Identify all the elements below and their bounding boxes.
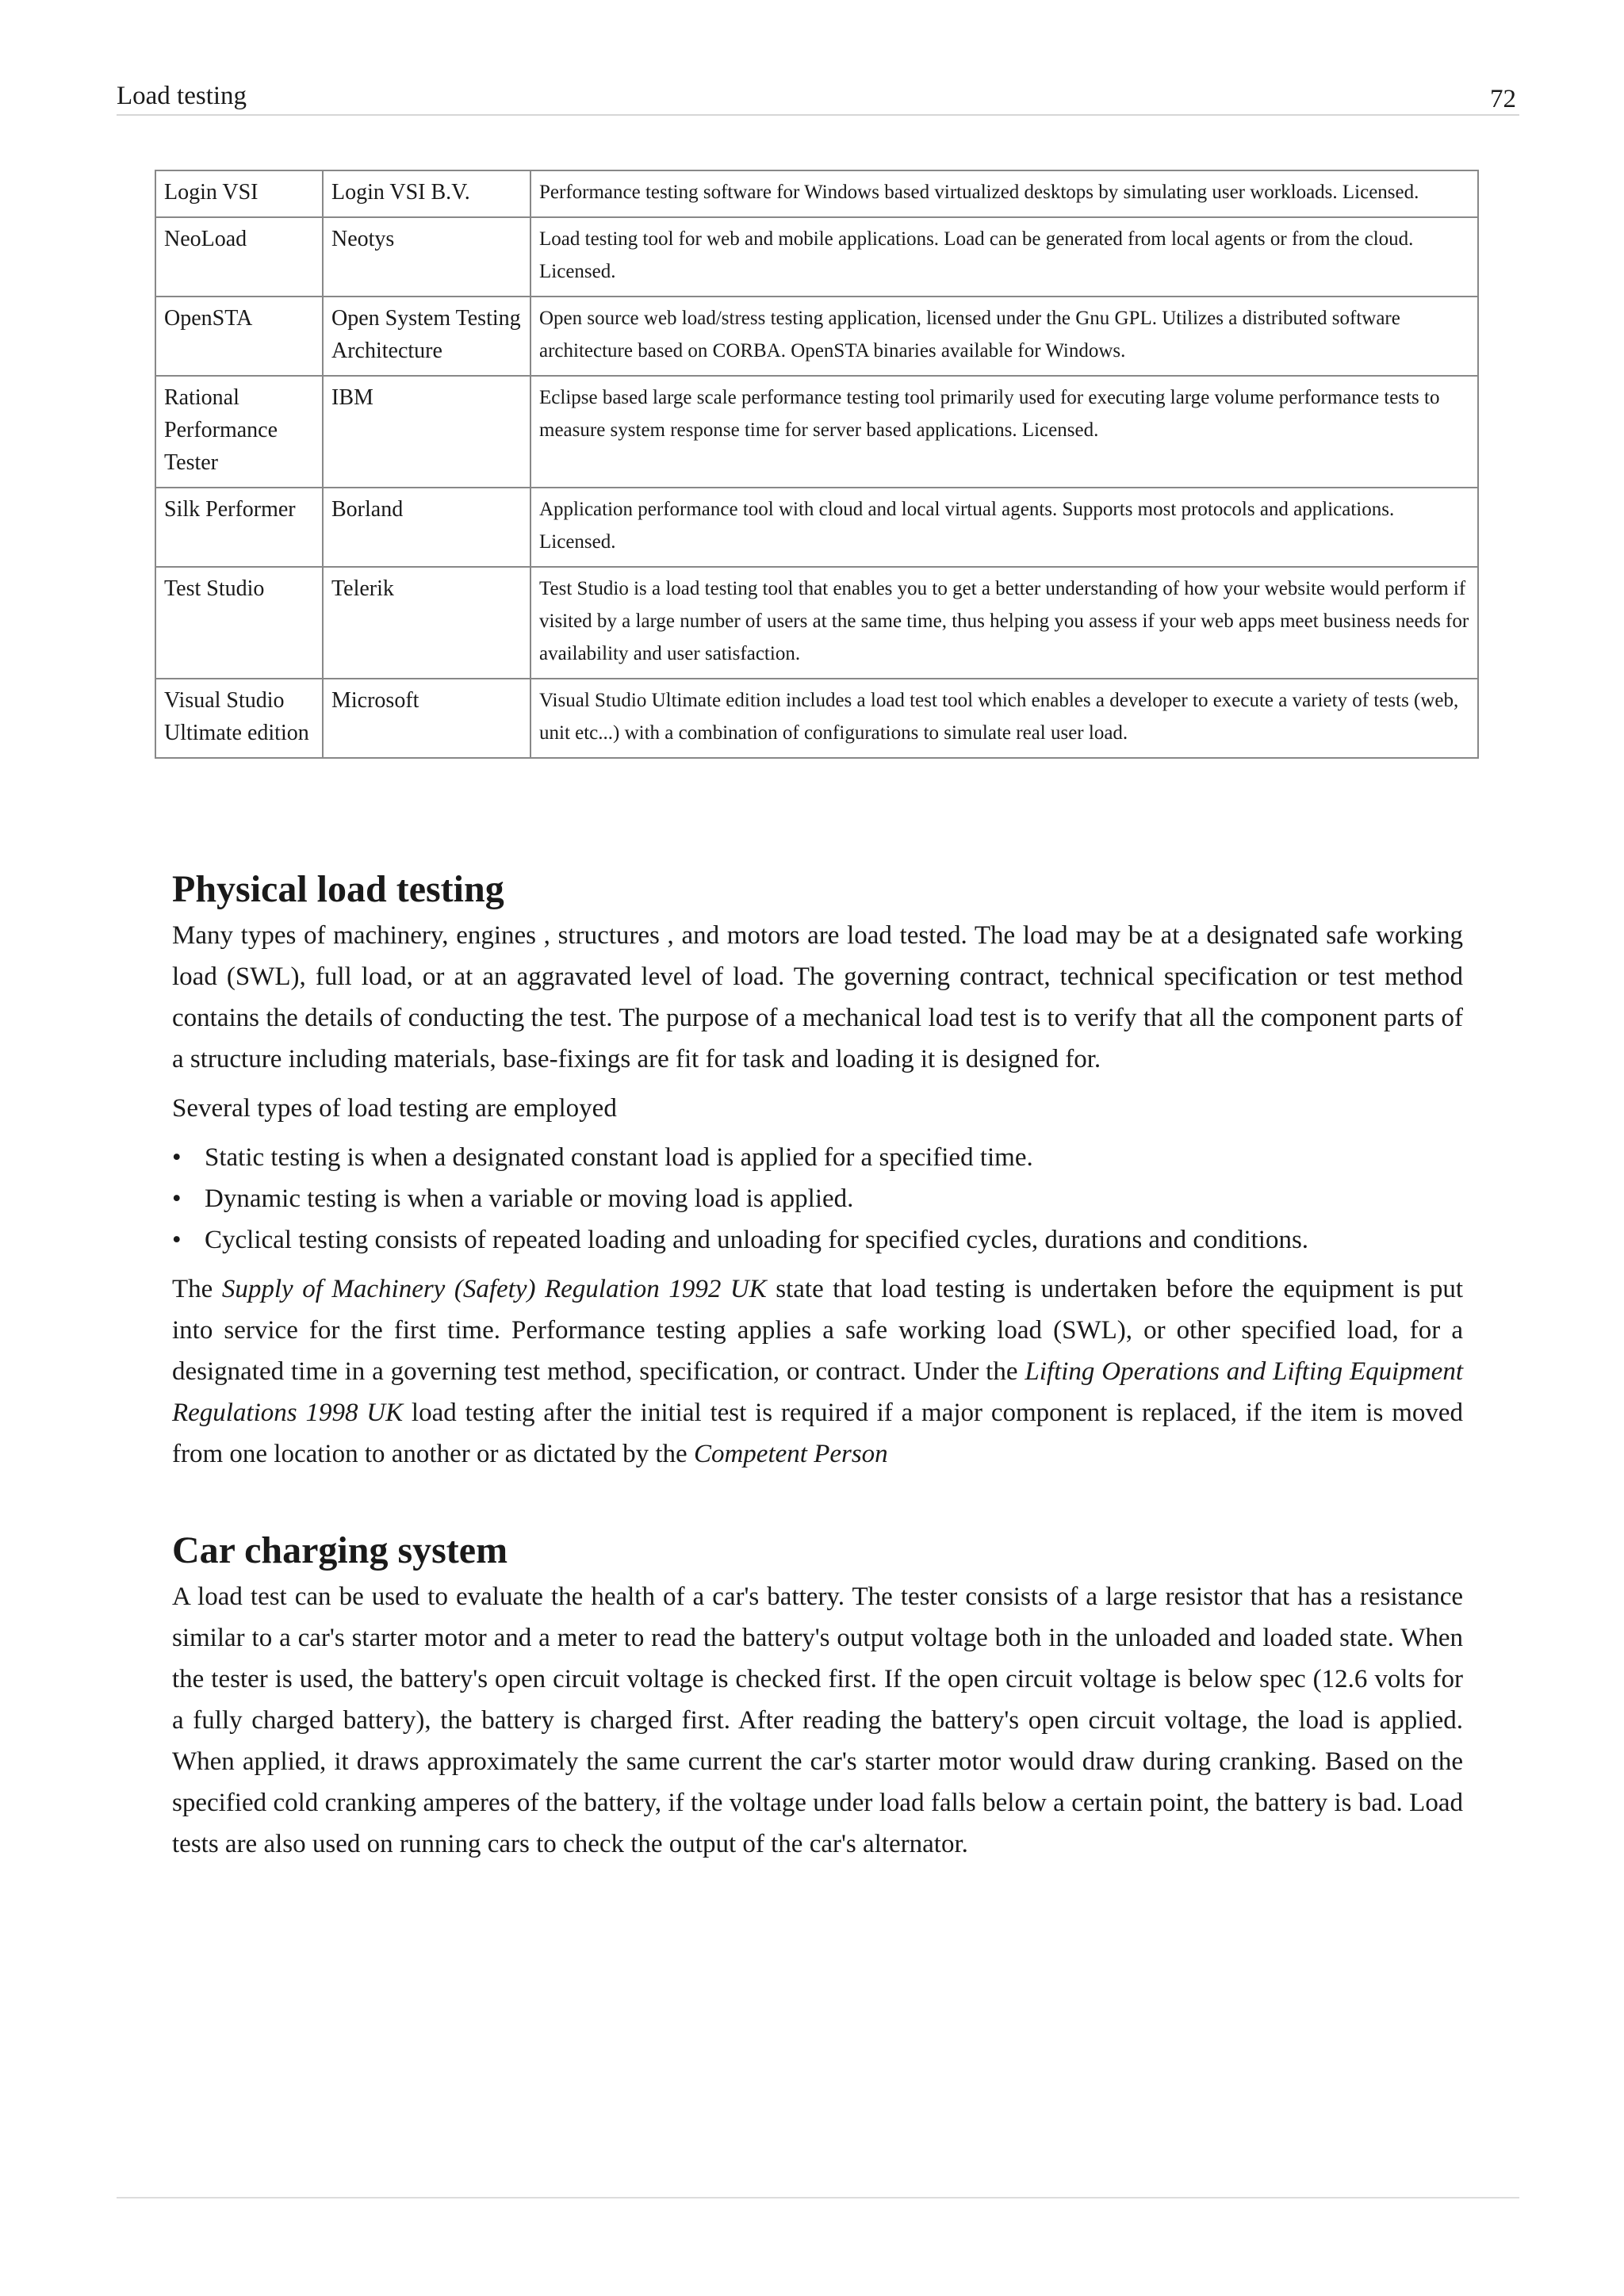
footer-divider [117, 2197, 1519, 2198]
tool-name-cell: Login VSI [155, 170, 323, 217]
tool-description-cell: Test Studio is a load testing tool that enables you to get a better understanding of how your website would perform if visited by a large number of users at the same time, thus helping you assess if your web apps meet business needs for availability and user satisfaction. [530, 567, 1478, 679]
page-title: Load testing [117, 82, 247, 110]
load-testing-types-list [172, 1137, 1463, 1261]
tool-vendor-cell: Microsoft [323, 679, 530, 758]
page-header [117, 76, 1519, 116]
list-item [172, 1137, 1463, 1178]
tool-name-cell: Silk Performer [155, 488, 323, 567]
tool-vendor-cell: Open System Testing Architecture [323, 297, 530, 376]
physical-load-testing-section [172, 866, 1463, 1475]
car-charging-system-section [172, 1527, 1463, 1865]
tool-vendor-cell: Neotys [323, 217, 530, 297]
table-row [155, 170, 1478, 217]
car-paragraph-1: A load test can be used to evaluate the health of a car's battery. The tester consists of a large resistor that has a resistance similar to a car's starter motor and a meter to read the battery's output voltage both in the unloaded and loaded state. When the tester is used, the battery's open circuit voltage is checked first. If the open circuit voltage is below spec (12.6 volts for a fully charged battery), the battery is charged first. After reading the battery's open circuit voltage, the load is applied. When applied, it draws approximately the same current the car's starter motor would draw during cranking. Based on the specified cold cranking amperes of the battery, if the voltage under load falls below a certain point, the battery is bad. Load tests are also used on running cars to check the output of the car's alternator. [172, 1582, 1463, 1858]
list-item-text: Static testing is when a designated constant load is applied for a specified time. [205, 1143, 1033, 1172]
bullet-icon: • [172, 1184, 182, 1213]
physical-paragraph-3 [172, 1269, 1463, 1475]
table-row [155, 217, 1478, 297]
section-heading-physical: Physical load testing [172, 868, 504, 910]
bullet-icon: • [172, 1143, 182, 1172]
list-item-text: Cyclical testing consists of repeated loading and unloading for specified cycles, durations and conditions. [205, 1226, 1309, 1254]
text-run: load testing after the initial test is required if a major component is replaced, if the item is moved from one location to another or as dictated by the [172, 1399, 1464, 1468]
section-heading-car: Car charging system [172, 1529, 508, 1571]
tool-vendor-cell: Borland [323, 488, 530, 567]
competent-person-term: Competent Person [693, 1440, 888, 1468]
list-item [172, 1178, 1463, 1219]
tool-vendor-cell: IBM [323, 376, 530, 488]
text-run: The [172, 1275, 222, 1303]
table-row [155, 376, 1478, 488]
list-item [172, 1219, 1463, 1261]
tool-description-cell: Eclipse based large scale performance testing tool primarily used for executing large volume performance tests to measure system response time for server based applications. Licensed. [530, 376, 1478, 488]
table-row [155, 679, 1478, 758]
table-row [155, 297, 1478, 376]
regulation-citation-1: Supply of Machinery (Safety) Regulation 1992 UK [221, 1275, 767, 1303]
bullet-icon: • [172, 1226, 182, 1254]
tool-description-cell: Performance testing software for Windows based virtualized desktops by simulating user workloads. Licensed. [530, 170, 1478, 217]
regulation-citation-2: Lifting Operations and Lifting Equipment Regulations 1998 UK [172, 1357, 1463, 1427]
tool-name-cell: Rational Performance Tester [155, 376, 323, 488]
physical-paragraph-1: Many types of machinery, engines , structures , and motors are load tested. The load may be at a designated safe working load (SWL), full load, or at an aggravated level of load. The governing contract, technical specification or test method contains the details of conducting the test. The purpose of a mechanical load test is to verify that all the component parts of a structure including materials, base-fixings are fit for task and loading it is designed for. [172, 921, 1463, 1073]
tool-name-cell: Test Studio [155, 567, 323, 679]
table-row [155, 567, 1478, 679]
tool-vendor-cell: Telerik [323, 567, 530, 679]
tool-name-cell: NeoLoad [155, 217, 323, 297]
text-run: state that load testing is undertaken before the equipment is put into service for the first time. Performance testing applies a safe working load (SWL), or other specified load, for a designated time in a governing test method, specification, or contract. Under the [172, 1275, 1463, 1386]
tool-description-cell: Visual Studio Ultimate edition includes a load test tool which enables a developer to execute a variety of tests (web, unit etc...) with a combination of configurations to simulate real user load. [530, 679, 1478, 758]
load-testing-tools-table [155, 170, 1479, 759]
table-row [155, 488, 1478, 567]
tool-name-cell: OpenSTA [155, 297, 323, 376]
tool-description-cell: Load testing tool for web and mobile applications. Load can be generated from local agents or from the cloud. Licensed. [530, 217, 1478, 297]
tool-description-cell: Open source web load/stress testing application, licensed under the Gnu GPL. Utilizes a distributed software architecture based on CORBA. OpenSTA binaries available for Windows. [530, 297, 1478, 376]
tool-description-cell: Application performance tool with cloud and local virtual agents. Supports most protocols and applications. Licensed. [530, 488, 1478, 567]
tool-vendor-cell: Login VSI B.V. [323, 170, 530, 217]
list-item-text: Dynamic testing is when a variable or moving load is applied. [205, 1184, 854, 1213]
page-number: 72 [1490, 85, 1516, 113]
tool-name-cell: Visual Studio Ultimate edition [155, 679, 323, 758]
physical-paragraph-2: Several types of load testing are employed [172, 1094, 617, 1123]
